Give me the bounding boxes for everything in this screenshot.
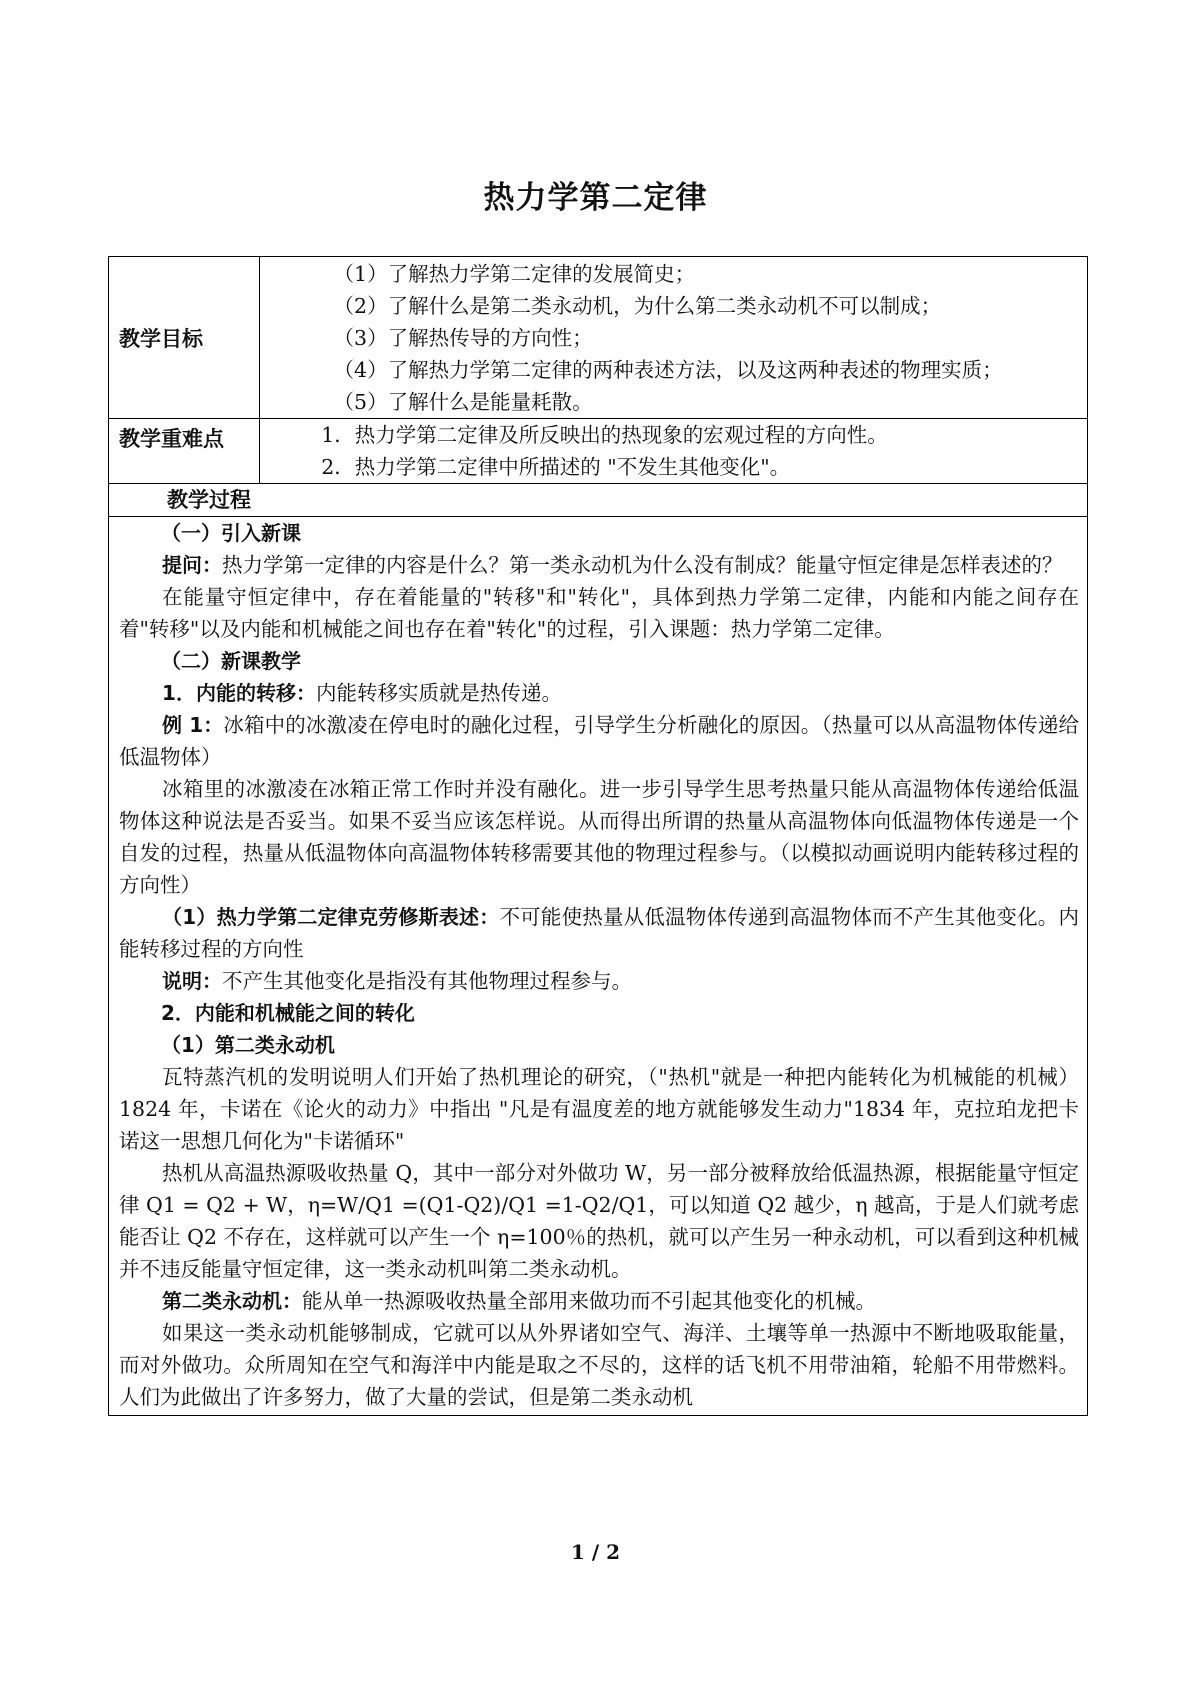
- example1-text: 冰箱中的冰激凌在停电时的融化过程，引导学生分析融化的原因。（热量可以从高温物体传递给低温物体）: [119, 713, 1079, 769]
- definition-text: 能从单一热源吸收热量全部用来做功而不引起其他变化的机械。: [302, 1289, 877, 1313]
- process-header-cell: [109, 484, 1088, 517]
- process-label: 教学过程: [167, 488, 251, 512]
- key-points-label-cell: [109, 419, 260, 484]
- example1-label: 例 1：: [162, 713, 224, 737]
- definition-label: 第二类永动机：: [162, 1289, 303, 1313]
- process-header-row: [109, 484, 1088, 517]
- process-body-cell: [109, 517, 1088, 1416]
- definition-paragraph: [109, 1285, 1087, 1317]
- key-points-label: 教学重难点: [119, 427, 224, 451]
- topic2-heading: 2．内能和机械能之间的转化: [161, 1001, 415, 1025]
- topic2-sub-heading: （1）第二类永动机: [161, 1033, 335, 1057]
- note-paragraph: [109, 965, 1087, 997]
- section-heading-intro: （一）引入新课: [161, 521, 301, 545]
- topic1-label: 1．内能的转移：: [162, 681, 316, 705]
- fridge-paragraph: 冰箱里的冰激凌在冰箱正常工作时并没有融化。进一步引导学生思考热量只能从高温物体传递给低温物体这种说法是否妥当。如果不妥当应该怎样说。从而得出所谓的热量从高温物体向低温物体传递是一个自发的过程，热量从低温物体向高温物体转移需要其他的物理过程参与。（以模拟动画说明内能转移过程的方向性）: [119, 777, 1079, 897]
- objective-item: （4）了解热力学第二定律的两种表述方法，以及这两种表述的物理实质；: [333, 358, 1003, 382]
- topic1-text: 内能转移实质就是热传递。: [315, 681, 562, 705]
- objectives-label: 教学目标: [119, 326, 203, 351]
- objective-item: （3）了解热传导的方向性；: [333, 326, 593, 350]
- key-points-content-cell: [260, 419, 1088, 484]
- page-title: 热力学第二定律: [483, 180, 708, 216]
- intro-paragraph: 在能量守恒定律中，存在着能量的"转移"和"转化"，具体到热力学第二定律，内能和内能之间存在着"转移"以及内能和机械能之间也存在着"转化"的过程，引入课题：热力学第二定律。: [119, 585, 1079, 641]
- heat-engine-paragraph: 热机从高温热源吸收热量 Q，其中一部分对外做功 W，另一部分被释放给低温热源，根据能量守恒定律 Q1 = Q2 + W，η=W/Q1 =(Q1-Q2)/Q1 =1-Q2/Q1，可以知道 Q2 越少，η 越高，于是人们就考虑能否让 Q2 不存在，这样就可以产生一个 η=100％的热机，就可以产生另一种永动机，可以看到这种机械并不违反能量守恒定律，这一类永动机叫第二类永动机。: [119, 1161, 1080, 1281]
- example1-paragraph: [109, 709, 1087, 773]
- lesson-plan-table: [108, 256, 1088, 1416]
- key-points-row: [109, 419, 1088, 484]
- objective-item: （2）了解什么是第二类永动机，为什么第二类永动机不可以制成；: [333, 294, 942, 318]
- question-text: 热力学第一定律的内容是什么？第一类永动机为什么没有制成？能量守恒定律是怎样表述的？: [222, 553, 1063, 577]
- key-point-item: 1．热力学第二定律及所反映出的热现象的宏观过程的方向性。: [321, 423, 888, 447]
- page-number: 1 / 2: [570, 1540, 621, 1564]
- clausius-paragraph: [109, 901, 1087, 965]
- objectives-label-cell: [109, 257, 260, 419]
- objectives-content-cell: [260, 257, 1088, 419]
- key-point-item: 2．热力学第二定律中所描述的 "不发生其他变化"。: [321, 455, 791, 479]
- final-paragraph: 如果这一类永动机能够制成，它就可以从外界诸如空气、海洋、土壤等单一热源中不断地吸取能量，而对外做功。众所周知在空气和海洋中内能是取之不尽的，这样的话飞机不用带油箱，轮船不用带燃料。人们为此做出了许多努力，做了大量的尝试，但是第二类永动机: [119, 1321, 1079, 1409]
- process-body-row: [109, 517, 1088, 1416]
- question-paragraph: [109, 549, 1087, 581]
- note-label: 说明：: [162, 969, 223, 993]
- clausius-text: 不可能使热量从低温物体传递到高温物体而不产生其他变化。内能转移过程的方向性: [119, 905, 1079, 961]
- topic1-paragraph: [109, 677, 1087, 709]
- objectives-row: [109, 257, 1088, 419]
- clausius-label: （1）热力学第二定律克劳修斯表述：: [162, 905, 500, 929]
- watt-paragraph: 瓦特蒸汽机的发明说明人们开始了热机理论的研究，（"热机"就是一种把内能转化为机械能的机械）1824 年，卡诺在《论火的动力》中指出 "凡是有温度差的地方就能够发生动力"1834 年，克拉珀龙把卡诺这一思想几何化为"卡诺循环": [119, 1065, 1079, 1153]
- question-label: 提问：: [162, 553, 223, 577]
- objective-item: （5）了解什么是能量耗散。: [333, 390, 593, 414]
- note-text: 不产生其他变化是指没有其他物理过程参与。: [222, 969, 633, 993]
- objective-item: （1）了解热力学第二定律的发展简史；: [333, 262, 696, 286]
- section-heading-new-lesson: （二）新课教学: [161, 649, 301, 673]
